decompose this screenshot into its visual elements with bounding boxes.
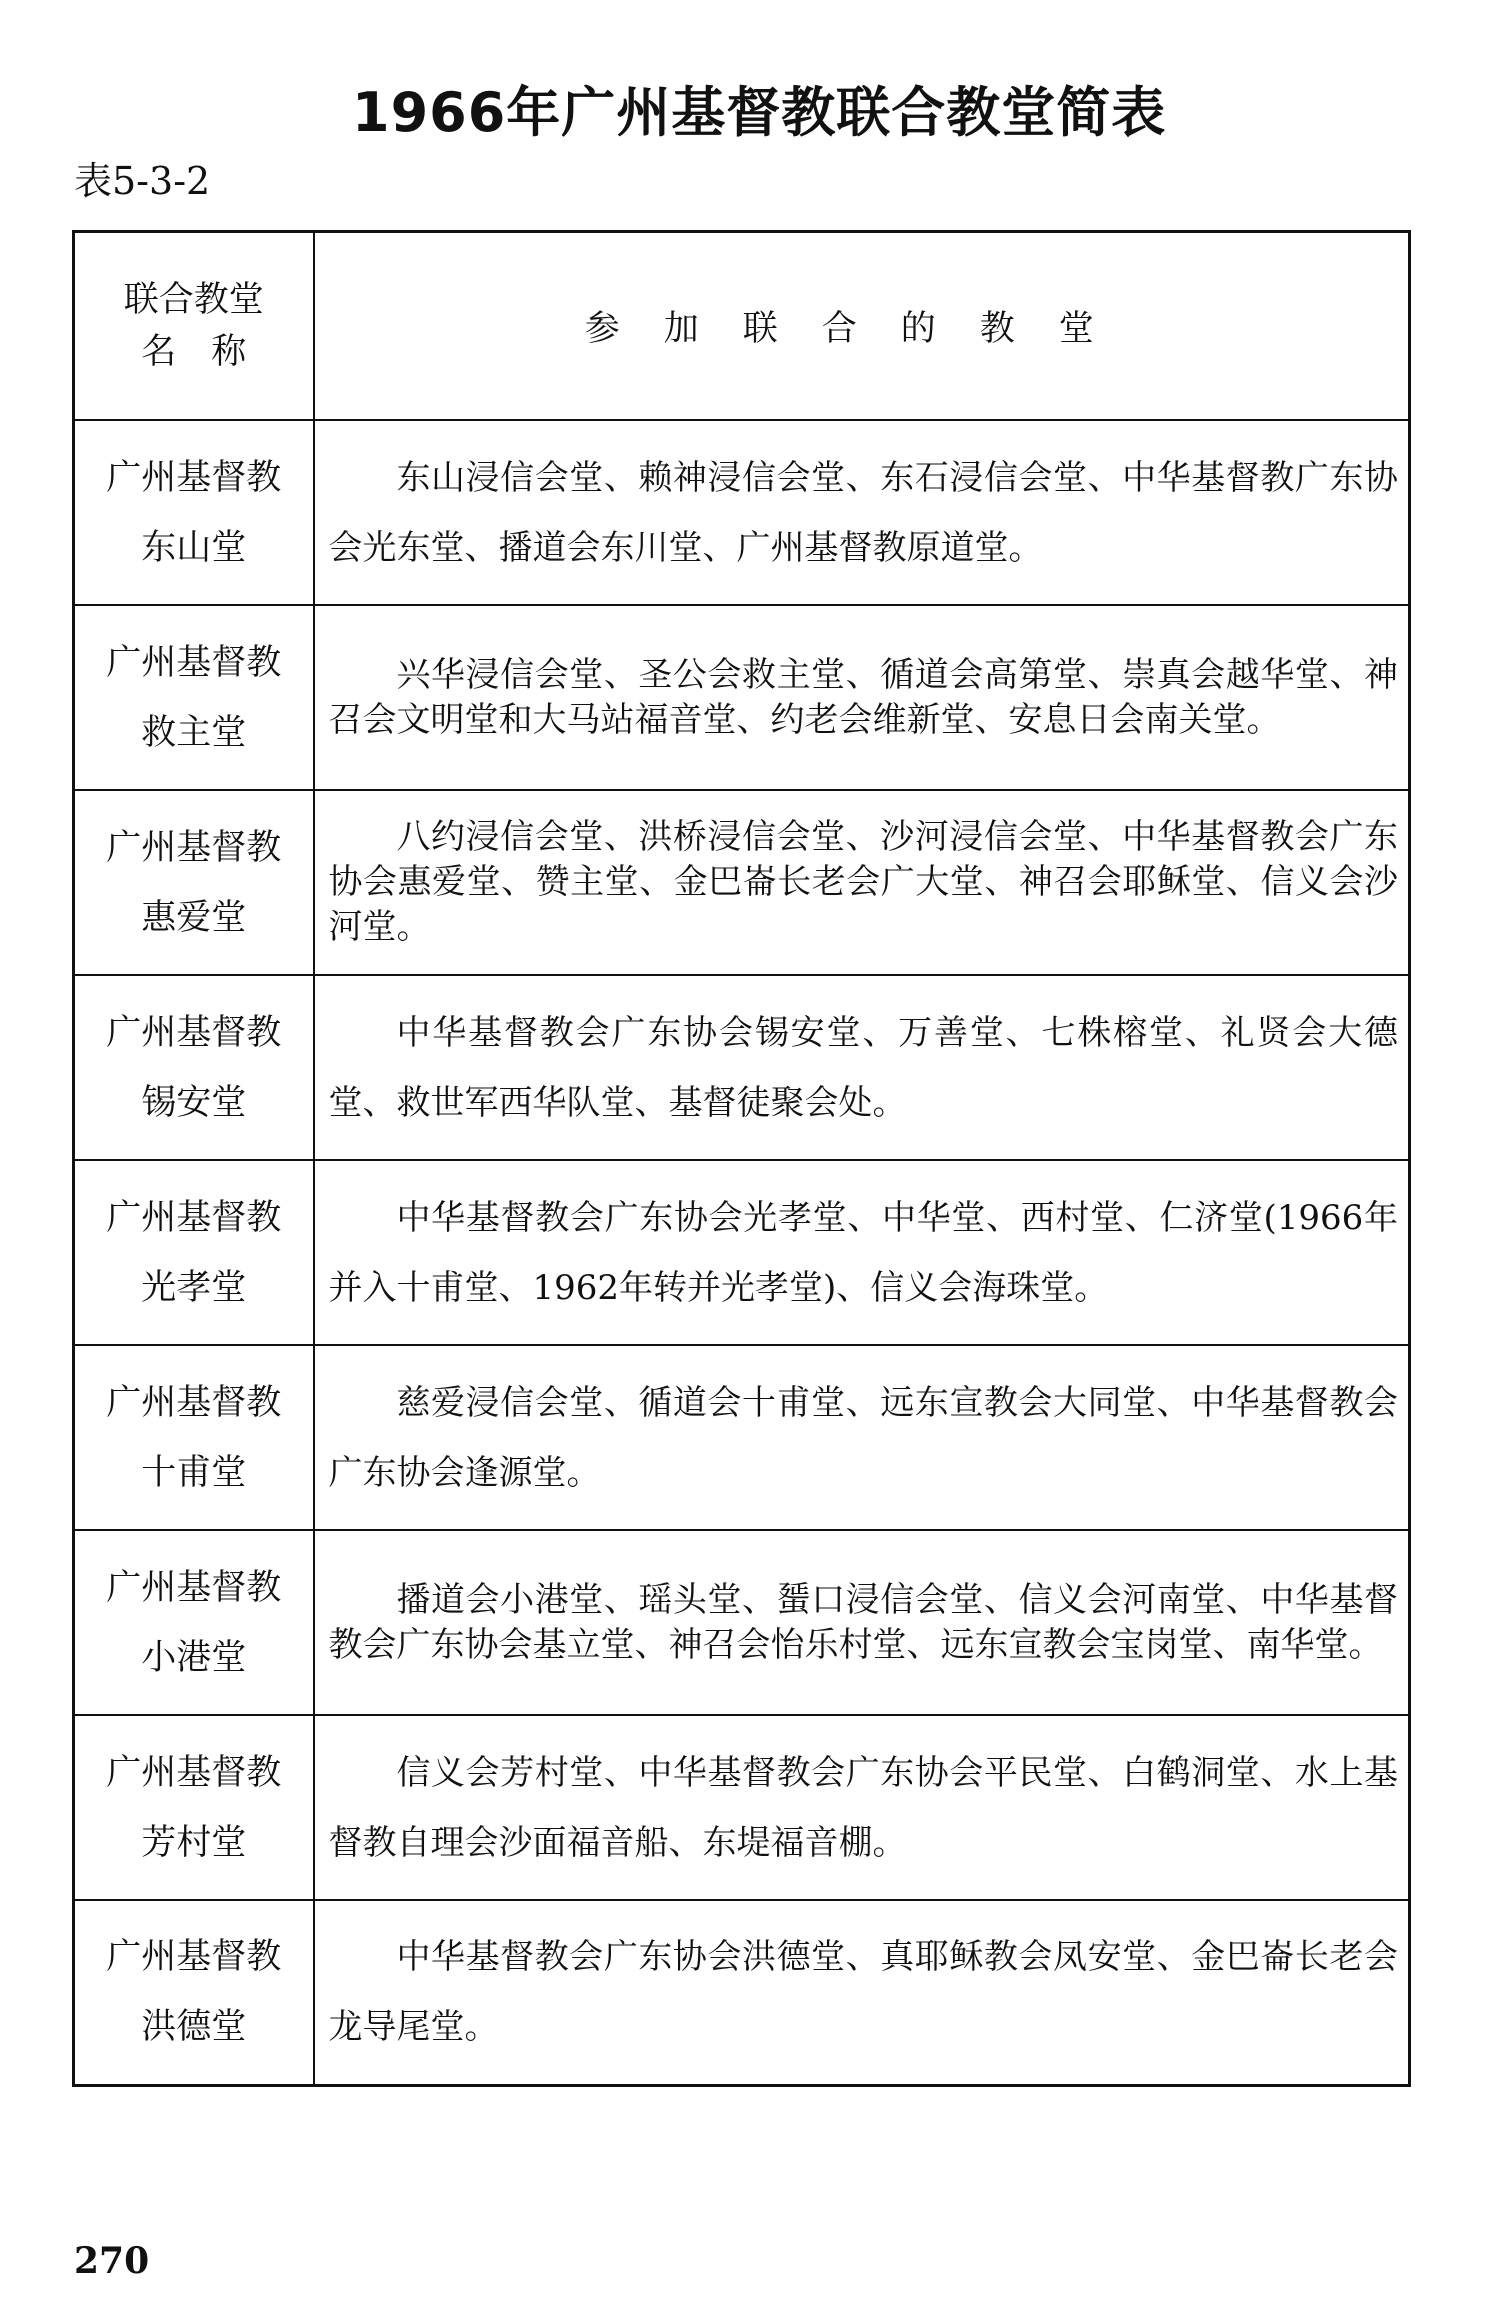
header-name-line1: 联合教堂 — [123, 280, 264, 320]
name-line1: 广州基督教 — [106, 1937, 282, 1978]
united-church-name — [74, 1530, 314, 1715]
united-church-name — [74, 975, 314, 1160]
united-church-name — [74, 1345, 314, 1530]
table-row — [74, 1900, 1410, 2085]
participating-churches: 中华基督教会广东协会洪德堂、真耶稣教会凤安堂、金巴崙长老会龙导尾堂。 — [314, 1900, 1410, 2085]
name-line2: 惠爱堂 — [141, 897, 247, 938]
table-row — [74, 605, 1410, 790]
header-name-cell — [74, 232, 314, 421]
header-name-line2: 名 称 — [141, 332, 247, 372]
name-line1: 广州基督教 — [106, 642, 282, 683]
table-row — [74, 1715, 1410, 1900]
name-line1: 广州基督教 — [106, 1752, 282, 1793]
name-line1: 广州基督教 — [106, 1197, 282, 1238]
name-line1: 广州基督教 — [106, 1382, 282, 1423]
name-line2: 锡安堂 — [141, 1082, 247, 1123]
united-church-name — [74, 790, 314, 975]
participating-churches: 兴华浸信会堂、圣公会救主堂、循道会高第堂、崇真会越华堂、神召会文明堂和大马站福音堂、约老会维新堂、安息日会南关堂。 — [314, 605, 1410, 790]
united-church-name — [74, 1160, 314, 1345]
united-church-name — [74, 1900, 314, 2085]
name-line1: 广州基督教 — [106, 827, 282, 868]
table-row — [74, 1160, 1410, 1345]
table-row — [74, 420, 1410, 605]
name-line2: 小港堂 — [141, 1637, 247, 1678]
participating-churches: 中华基督教会广东协会光孝堂、中华堂、西村堂、仁济堂(1966年并入十甫堂、1962年转并光孝堂)、信义会海珠堂。 — [314, 1160, 1410, 1345]
table-row — [74, 1345, 1410, 1530]
participating-churches: 东山浸信会堂、赖神浸信会堂、东石浸信会堂、中华基督教广东协会光东堂、播道会东川堂、广州基督教原道堂。 — [314, 420, 1410, 605]
participating-churches: 中华基督教会广东协会锡安堂、万善堂、七株榕堂、礼贤会大德堂、救世军西华队堂、基督徒聚会处。 — [314, 975, 1410, 1160]
name-line2: 光孝堂 — [141, 1267, 247, 1308]
header-participating: 参加联合的教堂 — [314, 232, 1410, 421]
united-church-name — [74, 605, 314, 790]
table-row — [74, 975, 1410, 1160]
name-line2: 芳村堂 — [141, 1822, 247, 1863]
name-line1: 广州基督教 — [106, 1012, 282, 1053]
name-line2: 救主堂 — [141, 712, 247, 753]
name-line2: 东山堂 — [141, 527, 247, 568]
name-line2: 洪德堂 — [141, 2007, 247, 2048]
table-header-row — [74, 232, 1410, 421]
name-line2: 十甫堂 — [141, 1452, 247, 1493]
page-number: 270 — [74, 2240, 150, 2282]
participating-churches: 信义会芳村堂、中华基督教会广东协会平民堂、白鹤洞堂、水上基督教自理会沙面福音船、东堤福音棚。 — [314, 1715, 1410, 1900]
table-number: 表5-3-2 — [74, 159, 211, 203]
united-church-name — [74, 420, 314, 605]
name-line1: 广州基督教 — [106, 1567, 282, 1608]
page-title: 1966年广州基督教联合教堂简表 — [352, 81, 1167, 144]
name-line1: 广州基督教 — [106, 457, 282, 498]
united-churches-table — [72, 230, 1411, 2087]
participating-churches: 播道会小港堂、瑶头堂、蜑口浸信会堂、信义会河南堂、中华基督教会广东协会基立堂、神召会怡乐村堂、远东宣教会宝岗堂、南华堂。 — [314, 1530, 1410, 1715]
table-row — [74, 1530, 1410, 1715]
participating-churches: 慈爱浸信会堂、循道会十甫堂、远东宣教会大同堂、中华基督教会广东协会逢源堂。 — [314, 1345, 1410, 1530]
table-row — [74, 790, 1410, 975]
united-church-name — [74, 1715, 314, 1900]
participating-churches: 八约浸信会堂、洪桥浸信会堂、沙河浸信会堂、中华基督教会广东协会惠爱堂、赞主堂、金巴崙长老会广大堂、神召会耶稣堂、信义会沙河堂。 — [314, 790, 1410, 975]
